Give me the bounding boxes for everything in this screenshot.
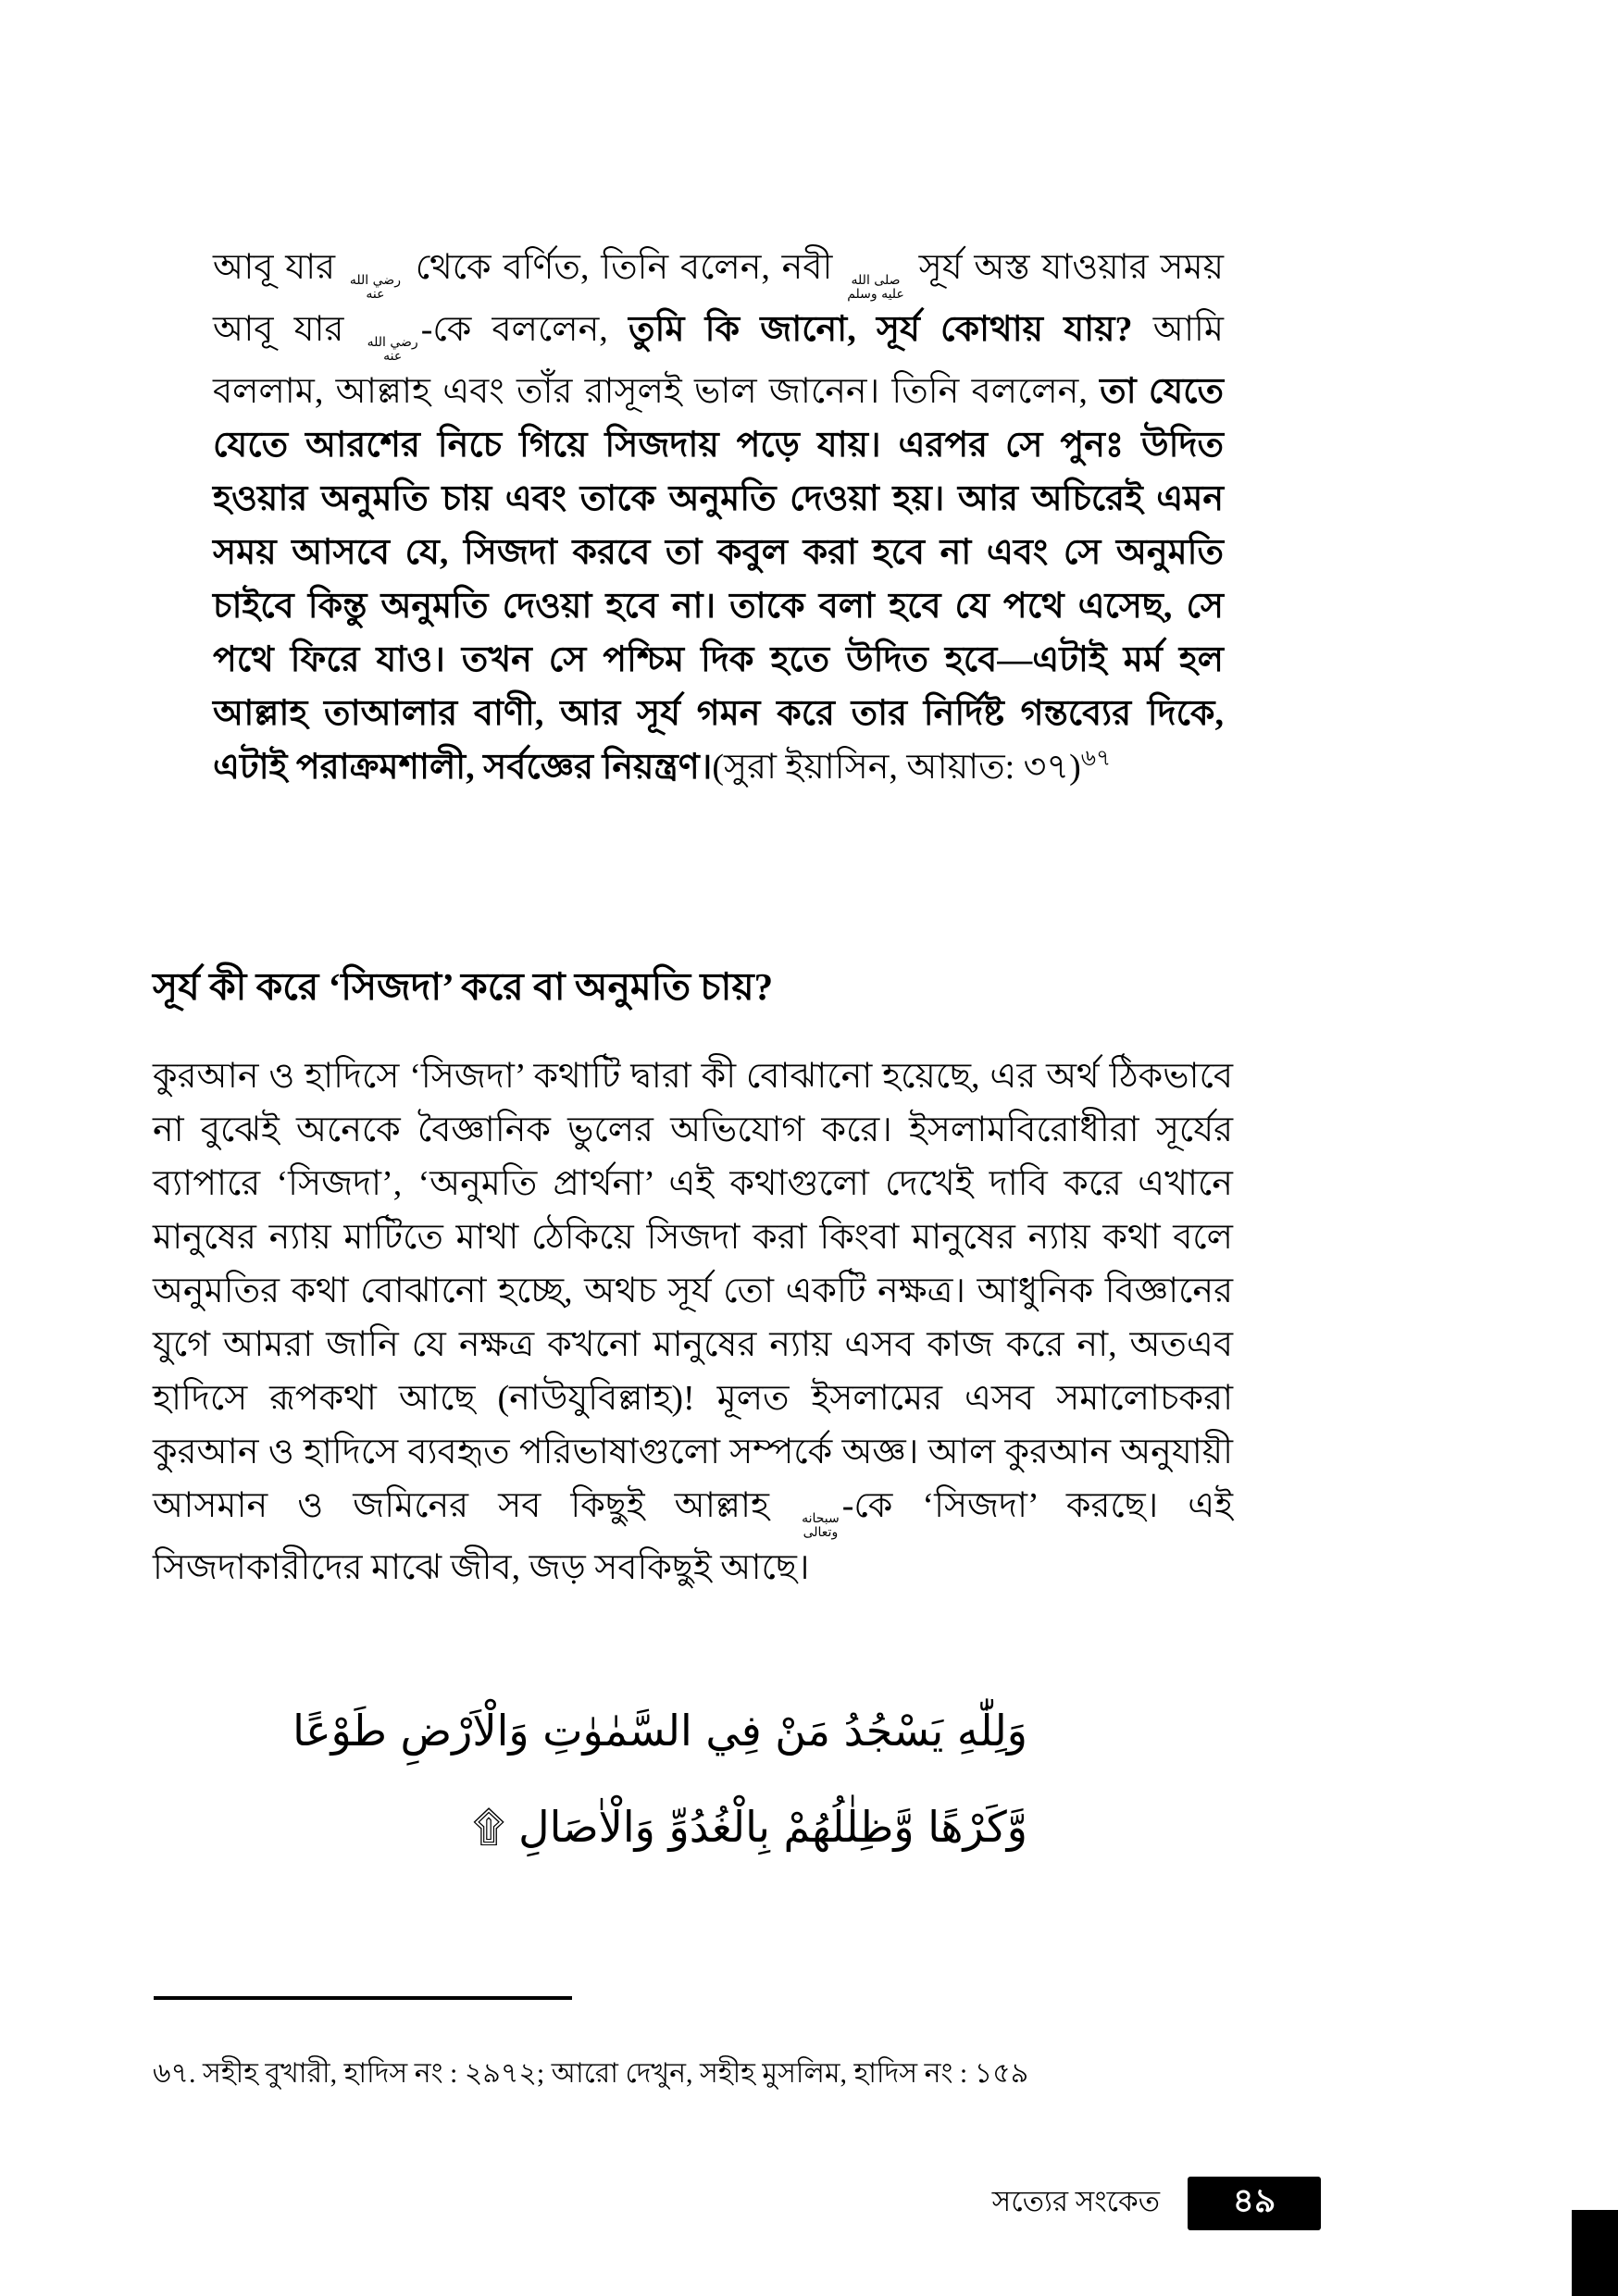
footer-book-title: সত্যের সংকেত <box>991 2185 1160 2217</box>
page-footer <box>992 2177 1321 2230</box>
page-number-badge: ৪৯ <box>1188 2177 1321 2230</box>
arabic-verse-text: وَلِلّٰهِ يَسْجُدُ مَنْ فِي السَّمٰوٰتِ وَالْاَرْضِ طَوْعًا وَّكَرْهًا وَّظِلٰلُهُمْ بِالْغُدُوِّ وَالْاٰصَالِ <box>292 1706 1027 1852</box>
quote-text: থেকে বর্ণিত, তিনি বলেন, নবী <box>403 248 845 287</box>
body-text: -কে ‘সিজদা’ করছে। এই সিজদাকারীদের মাঝে জীব, জড় সবকিছুই আছে। <box>153 1486 1233 1587</box>
footnote-separator-rule <box>154 1996 572 2000</box>
quote-text: আবূ যার <box>213 248 347 287</box>
quote-citation: (সুরা ইয়াসিন, আয়াত: ৩৭) <box>712 747 1081 787</box>
hadith-quote <box>213 241 1224 794</box>
quote-text: -কে বললেন, <box>420 309 629 349</box>
sallallahu-alayhi-wasallam-symbol: صلى الله عليه وسلم <box>847 273 904 303</box>
quote-text-bold: তা যেতে যেতে আরশের নিচে গিয়ে সিজদায় পড়ে যায়। এরপর সে পুনঃ উদিত হওয়ার অনুমতি চায় এবং তাকে অনুমতি দেওয়া হয়। আর অচিরেই এমন সময় আসবে যে, সিজদা করবে তা কবুল করা হবে না এবং সে অনুমতি চাইবে কিন্তু অনুমতি দেওয়া হবে না। তাকে বলা হবে যে পথে এসেছ, সে পথে ফিরে যাও। তখন সে পশ্চিম দিক হতে উদিত হবে—এটাই মর্ম হল আল্লাহ তাআলার বাণী, আর সূর্য গমন করে তার নির্দিষ্ট গন্তব্যের দিকে, এটাই পরাক্রমশালী, সর্বজ্ঞের নিয়ন্ত্রণ। <box>213 371 1224 787</box>
body-text: কুরআন ও হাদিসে ‘সিজদা’ কথাটি দ্বারা কী বোঝানো হয়েছে, এর অর্থ ঠিকভাবে না বুঝেই অনেকে বৈজ্ঞানিক ভুলের অভিযোগ করে। ইসলামবিরোধীরা সূর্যের ব্যাপারে ‘সিজদা’, ‘অনুমতি প্রার্থনা’ এই কথাগুলো দেখেই দাবি করে এখানে মানুষের ন্যায় মাটিতে মাথা ঠেকিয়ে সিজদা করা কিংবা মানুষের ন্যায় কথা বলে অনুমতির কথা বোঝানো হচ্ছে, অথচ সূর্য তো একটি নক্ষত্র। আধুনিক বিজ্ঞানের যুগে আমরা জানি যে নক্ষত্র কখনো মানুষের ন্যায় এসব কাজ করে না, অতএব হাদিসে রূপকথা আছে (নাউযুবিল্লাহ)! মূলত ইসলামের এসব সমালোচকরা কুরআন ও হাদিসে ব্যবহৃত পরিভাষাগুলো সম্পর্কে অজ্ঞ। আল কুরআন অনুযায়ী আসমান ও জমিনের সব কিছুই আল্লাহ <box>153 1057 1233 1525</box>
quote-text: সূর্য অস্ত যাওয়ার সময় আবূ যার <box>213 248 1224 349</box>
footnote-reference-marker: ৬৭ <box>1080 745 1112 771</box>
radiallahu-anhu-symbol: رضي الله عنه <box>367 334 418 365</box>
quote-text: আমি বললাম, আল্লাহ এবং তাঁর রাসূলই ভাল জানেন। তিনি বললেন, <box>213 309 1224 411</box>
quote-text-bold: তুমি কি জানো, সূর্য কোথায় যায়? <box>628 309 1153 349</box>
sajdah-mark: ۩ <box>472 1802 505 1852</box>
corner-tab <box>1572 2210 1618 2296</box>
radiallahu-anhu-symbol: رضي الله عنه <box>349 273 401 303</box>
section-heading: সূর্য কী করে ‘সিজদা’ করে বা অনুমতি চায়? <box>153 965 774 1009</box>
subhanahu-wa-taala-symbol: سبحانه وتعالى <box>802 1511 840 1541</box>
quran-verse-arabic <box>208 1682 1027 1875</box>
footnote: ৬৭. সহীহ বুখারী, হাদিস নং : ২৯৭২; আরো দেখুন, সহীহ মুসলিম, হাদিস নং : ১৫৯ <box>153 2058 1029 2089</box>
body-paragraph <box>153 1049 1233 1595</box>
